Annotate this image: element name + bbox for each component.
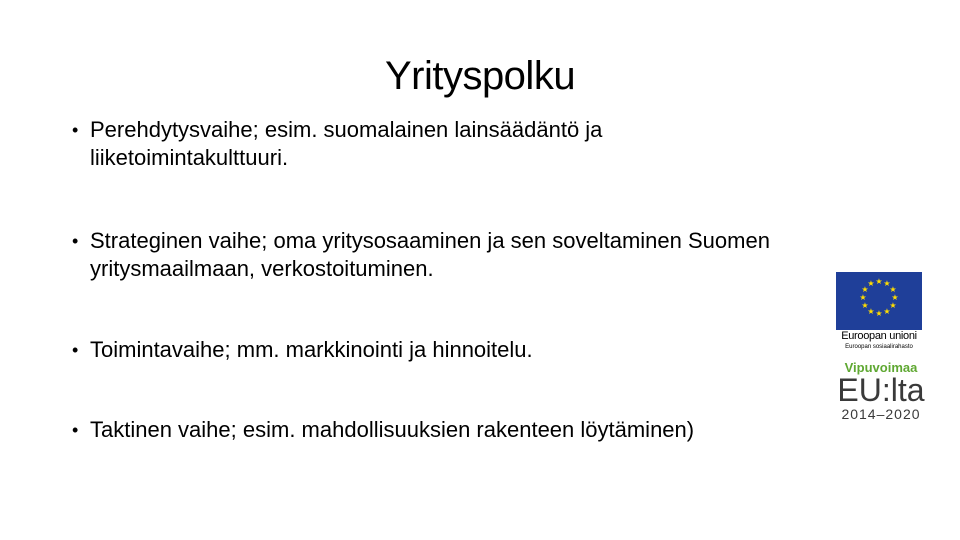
eulta-text: EU:lta xyxy=(837,372,925,408)
bullet-text-line: yritysmaailmaan, verkostoituminen. xyxy=(90,256,434,281)
svg-text:★: ★ xyxy=(889,285,897,294)
bullet-dot: • xyxy=(72,420,79,440)
eu-subcaption: Euroopan sosiaalirahasto xyxy=(845,344,913,350)
bullet-dot: • xyxy=(72,120,79,140)
bullet-text-line: Toimintavaihe; mm. markkinointi ja hinnoitelu. xyxy=(90,337,533,362)
svg-text:★: ★ xyxy=(875,309,883,318)
bullet-text-line: liiketoimintakulttuuri. xyxy=(90,145,289,170)
eu-caption: Euroopan unioni xyxy=(841,330,917,342)
bullet-item xyxy=(72,227,892,283)
svg-text:★: ★ xyxy=(867,279,875,288)
bullet-item xyxy=(72,116,892,172)
svg-text:★: ★ xyxy=(891,293,899,302)
bullet-text-line: Strateginen vaihe; oma yritysosaaminen ja sen soveltaminen Suomen xyxy=(90,228,770,253)
bullet-dot: • xyxy=(72,340,79,360)
svg-text:★: ★ xyxy=(867,307,875,316)
svg-text:★: ★ xyxy=(883,307,891,316)
years-text: 2014–2020 xyxy=(841,406,921,422)
vipuvoimaa-text: Vipuvoimaa xyxy=(844,360,918,375)
eu-stars-icon xyxy=(836,272,922,330)
slide-title: Yrityspolku xyxy=(384,54,576,98)
svg-text:★: ★ xyxy=(883,279,891,288)
svg-text:★: ★ xyxy=(889,301,897,310)
bullet-item xyxy=(72,416,892,444)
bullet-item xyxy=(72,336,892,364)
eu-flag-icon xyxy=(836,272,922,330)
svg-text:★: ★ xyxy=(859,293,867,302)
svg-text:★: ★ xyxy=(861,301,869,310)
svg-text:★: ★ xyxy=(861,285,869,294)
eu-funding-logo xyxy=(818,268,934,428)
bullet-text-line: Taktinen vaihe; esim. mahdollisuuksien rakenteen löytäminen) xyxy=(90,417,695,442)
bullet-text-line: Perehdytysvaihe; esim. suomalainen lainsäädäntö ja xyxy=(90,117,603,142)
bullet-dot: • xyxy=(72,231,79,251)
svg-text:★: ★ xyxy=(875,277,883,286)
